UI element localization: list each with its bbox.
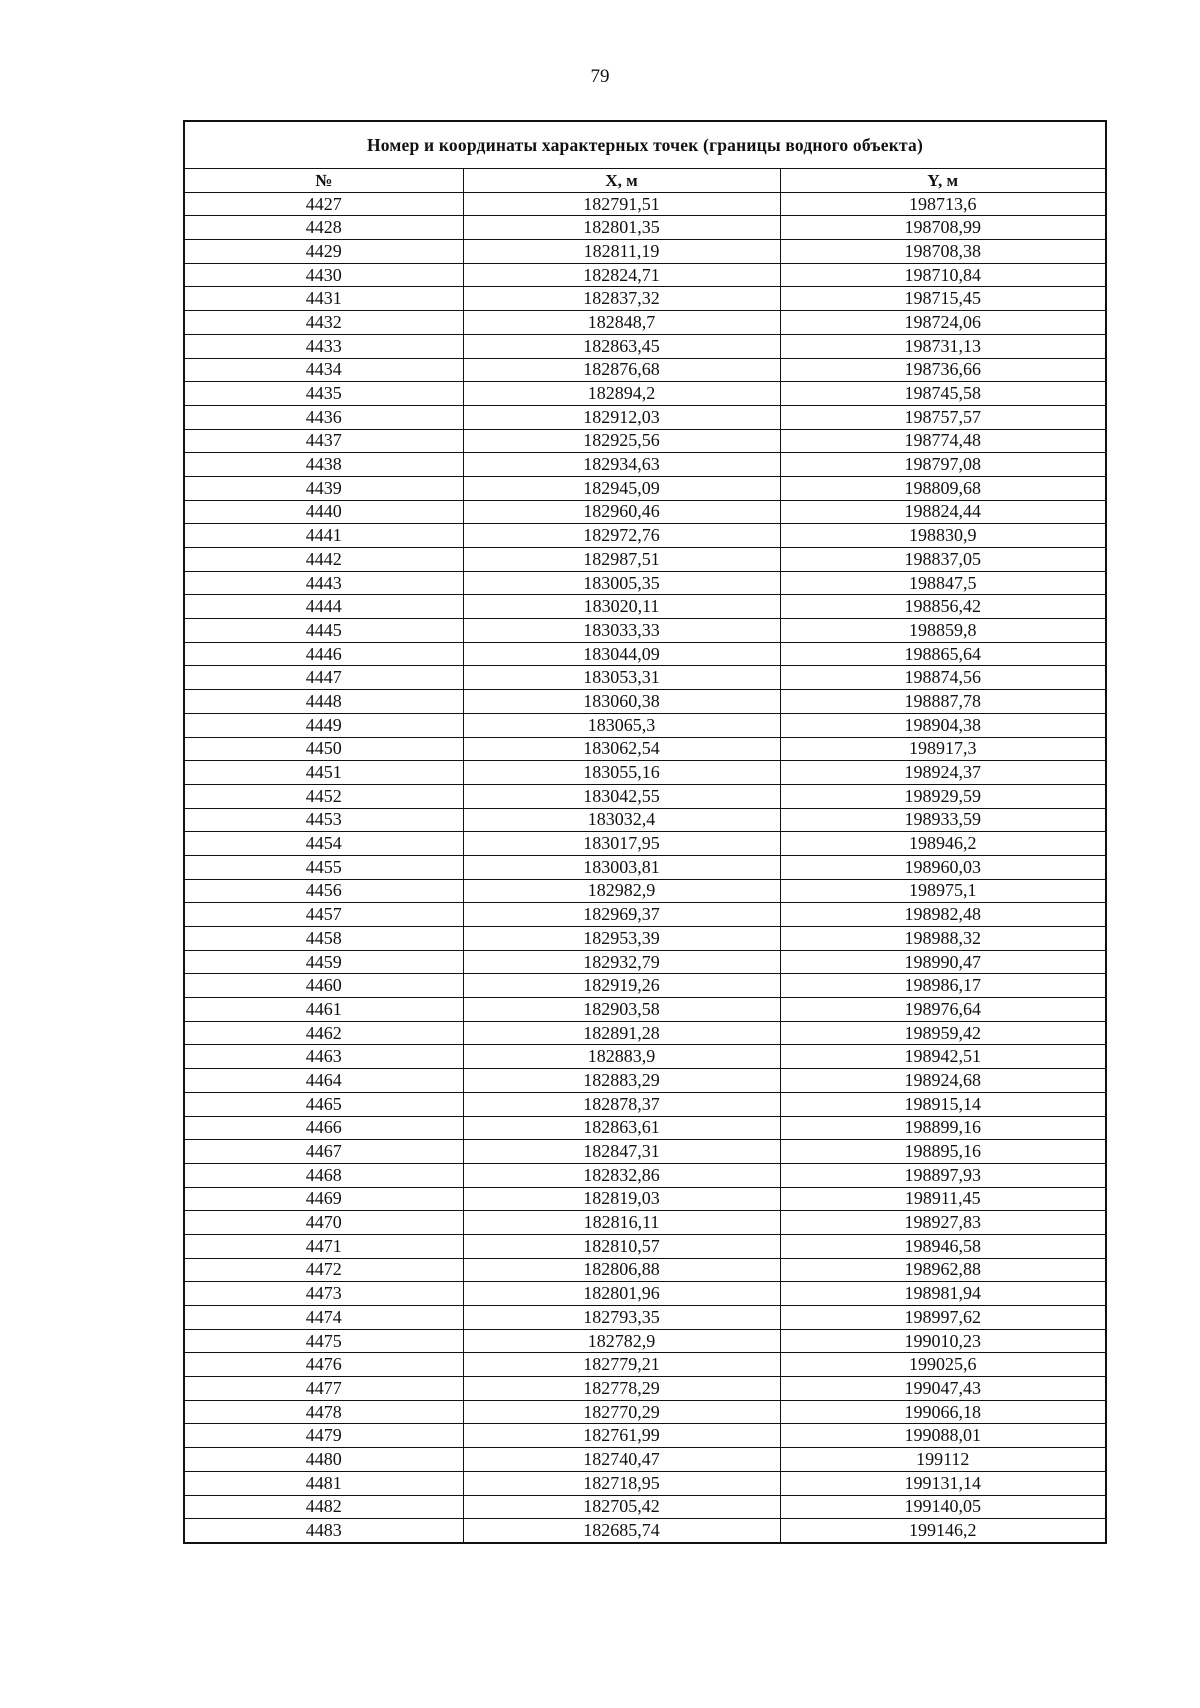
y-coordinate-cell: 198710,84 <box>780 263 1106 287</box>
table-row <box>184 690 1106 714</box>
y-coordinate-cell: 198962,88 <box>780 1258 1106 1282</box>
x-coordinate-cell: 182847,31 <box>463 1140 780 1164</box>
table-row <box>184 1424 1106 1448</box>
y-coordinate-cell: 198887,78 <box>780 690 1106 714</box>
y-coordinate-cell: 198917,3 <box>780 737 1106 761</box>
y-coordinate-cell: 198946,58 <box>780 1234 1106 1258</box>
point-number-cell: 4468 <box>184 1163 463 1187</box>
point-number-cell: 4427 <box>184 192 463 216</box>
table-caption: Номер и координаты характерных точек (границы водного объекта) <box>184 121 1106 169</box>
point-number-cell: 4470 <box>184 1211 463 1235</box>
table-row <box>184 524 1106 548</box>
point-number-cell: 4428 <box>184 216 463 240</box>
table-row <box>184 571 1106 595</box>
point-number-cell: 4458 <box>184 927 463 951</box>
table-row <box>184 1258 1106 1282</box>
y-coordinate-cell: 198830,9 <box>780 524 1106 548</box>
y-coordinate-cell: 198904,38 <box>780 713 1106 737</box>
x-coordinate-cell: 183017,95 <box>463 832 780 856</box>
table-row <box>184 832 1106 856</box>
table-row <box>184 1187 1106 1211</box>
point-number-cell: 4461 <box>184 998 463 1022</box>
table-row <box>184 240 1106 264</box>
y-coordinate-cell: 198715,45 <box>780 287 1106 311</box>
x-coordinate-cell: 182982,9 <box>463 879 780 903</box>
table-row <box>184 761 1106 785</box>
x-coordinate-cell: 182969,37 <box>463 903 780 927</box>
x-coordinate-cell: 182770,29 <box>463 1400 780 1424</box>
point-number-cell: 4464 <box>184 1069 463 1093</box>
table-row <box>184 903 1106 927</box>
point-number-cell: 4444 <box>184 595 463 619</box>
table-row <box>184 1306 1106 1330</box>
table-body <box>184 192 1106 1543</box>
y-coordinate-cell: 198837,05 <box>780 548 1106 572</box>
table-row <box>184 595 1106 619</box>
x-coordinate-cell: 182718,95 <box>463 1471 780 1495</box>
point-number-cell: 4471 <box>184 1234 463 1258</box>
y-coordinate-cell: 198990,47 <box>780 950 1106 974</box>
x-coordinate-cell: 182761,99 <box>463 1424 780 1448</box>
point-number-cell: 4456 <box>184 879 463 903</box>
y-coordinate-cell: 198959,42 <box>780 1021 1106 1045</box>
x-coordinate-cell: 182883,29 <box>463 1069 780 1093</box>
y-coordinate-cell: 198859,8 <box>780 619 1106 643</box>
point-number-cell: 4443 <box>184 571 463 595</box>
point-number-cell: 4429 <box>184 240 463 264</box>
point-number-cell: 4480 <box>184 1448 463 1472</box>
table-row <box>184 1519 1106 1543</box>
table-row <box>184 1377 1106 1401</box>
point-number-cell: 4432 <box>184 311 463 335</box>
table-row <box>184 1045 1106 1069</box>
point-number-cell: 4454 <box>184 832 463 856</box>
x-coordinate-cell: 182894,2 <box>463 382 780 406</box>
x-coordinate-cell: 182824,71 <box>463 263 780 287</box>
y-coordinate-cell: 198708,99 <box>780 216 1106 240</box>
table-row <box>184 879 1106 903</box>
y-coordinate-cell: 198865,64 <box>780 642 1106 666</box>
x-coordinate-cell: 182819,03 <box>463 1187 780 1211</box>
y-coordinate-cell: 198708,38 <box>780 240 1106 264</box>
y-coordinate-cell: 198986,17 <box>780 974 1106 998</box>
table-row <box>184 642 1106 666</box>
table-row <box>184 737 1106 761</box>
table-row <box>184 927 1106 951</box>
point-number-cell: 4482 <box>184 1495 463 1519</box>
point-number-cell: 4435 <box>184 382 463 406</box>
table-row <box>184 1234 1106 1258</box>
y-coordinate-cell: 198915,14 <box>780 1092 1106 1116</box>
point-number-cell: 4478 <box>184 1400 463 1424</box>
point-number-cell: 4466 <box>184 1116 463 1140</box>
y-coordinate-cell: 198960,03 <box>780 855 1106 879</box>
x-coordinate-cell: 183062,54 <box>463 737 780 761</box>
table-row <box>184 974 1106 998</box>
x-coordinate-cell: 183044,09 <box>463 642 780 666</box>
table-row <box>184 263 1106 287</box>
y-coordinate-cell: 198874,56 <box>780 666 1106 690</box>
point-number-cell: 4441 <box>184 524 463 548</box>
table-row <box>184 429 1106 453</box>
x-coordinate-cell: 182972,76 <box>463 524 780 548</box>
point-number-cell: 4467 <box>184 1140 463 1164</box>
y-coordinate-cell: 199047,43 <box>780 1377 1106 1401</box>
x-coordinate-cell: 182740,47 <box>463 1448 780 1472</box>
point-number-cell: 4446 <box>184 642 463 666</box>
y-coordinate-cell: 199131,14 <box>780 1471 1106 1495</box>
y-coordinate-cell: 198976,64 <box>780 998 1106 1022</box>
table-row <box>184 548 1106 572</box>
table-row <box>184 1069 1106 1093</box>
table-row <box>184 1282 1106 1306</box>
y-coordinate-cell: 198809,68 <box>780 476 1106 500</box>
x-coordinate-cell: 182903,58 <box>463 998 780 1022</box>
table-row <box>184 453 1106 477</box>
y-coordinate-cell: 198736,66 <box>780 358 1106 382</box>
table-row <box>184 1116 1106 1140</box>
x-coordinate-cell: 182705,42 <box>463 1495 780 1519</box>
table-row <box>184 998 1106 1022</box>
point-number-cell: 4449 <box>184 713 463 737</box>
x-coordinate-cell: 182806,88 <box>463 1258 780 1282</box>
point-number-cell: 4473 <box>184 1282 463 1306</box>
point-number-cell: 4450 <box>184 737 463 761</box>
x-coordinate-cell: 182934,63 <box>463 453 780 477</box>
y-coordinate-cell: 198946,2 <box>780 832 1106 856</box>
point-number-cell: 4448 <box>184 690 463 714</box>
header-y: Y, м <box>780 169 1106 193</box>
point-number-cell: 4483 <box>184 1519 463 1543</box>
table-row <box>184 1140 1106 1164</box>
y-coordinate-cell: 198924,68 <box>780 1069 1106 1093</box>
y-coordinate-cell: 198924,37 <box>780 761 1106 785</box>
y-coordinate-cell: 198774,48 <box>780 429 1106 453</box>
point-number-cell: 4469 <box>184 1187 463 1211</box>
point-number-cell: 4451 <box>184 761 463 785</box>
point-number-cell: 4447 <box>184 666 463 690</box>
point-number-cell: 4453 <box>184 808 463 832</box>
y-coordinate-cell: 198824,44 <box>780 500 1106 524</box>
point-number-cell: 4439 <box>184 476 463 500</box>
table-row <box>184 619 1106 643</box>
table-row <box>184 1329 1106 1353</box>
table-caption-row <box>184 121 1106 169</box>
y-coordinate-cell: 199140,05 <box>780 1495 1106 1519</box>
x-coordinate-cell: 182987,51 <box>463 548 780 572</box>
point-number-cell: 4436 <box>184 405 463 429</box>
page-number: 79 <box>590 66 610 87</box>
point-number-cell: 4431 <box>184 287 463 311</box>
x-coordinate-cell: 183005,35 <box>463 571 780 595</box>
x-coordinate-cell: 183055,16 <box>463 761 780 785</box>
table-row <box>184 500 1106 524</box>
x-coordinate-cell: 182837,32 <box>463 287 780 311</box>
point-number-cell: 4465 <box>184 1092 463 1116</box>
point-number-cell: 4462 <box>184 1021 463 1045</box>
table-row <box>184 1021 1106 1045</box>
table-row <box>184 1092 1106 1116</box>
point-number-cell: 4476 <box>184 1353 463 1377</box>
y-coordinate-cell: 198988,32 <box>780 927 1106 951</box>
point-number-cell: 4475 <box>184 1329 463 1353</box>
y-coordinate-cell: 198911,45 <box>780 1187 1106 1211</box>
y-coordinate-cell: 198981,94 <box>780 1282 1106 1306</box>
point-number-cell: 4445 <box>184 619 463 643</box>
x-coordinate-cell: 183042,55 <box>463 784 780 808</box>
y-coordinate-cell: 198933,59 <box>780 808 1106 832</box>
point-number-cell: 4452 <box>184 784 463 808</box>
x-coordinate-cell: 182925,56 <box>463 429 780 453</box>
y-coordinate-cell: 198856,42 <box>780 595 1106 619</box>
y-coordinate-cell: 198997,62 <box>780 1306 1106 1330</box>
x-coordinate-cell: 182778,29 <box>463 1377 780 1401</box>
table-row <box>184 713 1106 737</box>
point-number-cell: 4481 <box>184 1471 463 1495</box>
x-coordinate-cell: 182863,45 <box>463 334 780 358</box>
y-coordinate-cell: 198897,93 <box>780 1163 1106 1187</box>
x-coordinate-cell: 183020,11 <box>463 595 780 619</box>
y-coordinate-cell: 198975,1 <box>780 879 1106 903</box>
table-row <box>184 382 1106 406</box>
x-coordinate-cell: 182912,03 <box>463 405 780 429</box>
table-row <box>184 1471 1106 1495</box>
table-row <box>184 192 1106 216</box>
x-coordinate-cell: 183032,4 <box>463 808 780 832</box>
x-coordinate-cell: 182848,7 <box>463 311 780 335</box>
y-coordinate-cell: 199025,6 <box>780 1353 1106 1377</box>
table-row <box>184 666 1106 690</box>
x-coordinate-cell: 182793,35 <box>463 1306 780 1330</box>
coordinates-table <box>183 120 1107 1544</box>
x-coordinate-cell: 182953,39 <box>463 927 780 951</box>
y-coordinate-cell: 198745,58 <box>780 382 1106 406</box>
y-coordinate-cell: 198713,6 <box>780 192 1106 216</box>
point-number-cell: 4438 <box>184 453 463 477</box>
point-number-cell: 4433 <box>184 334 463 358</box>
table-header-row <box>184 169 1106 193</box>
y-coordinate-cell: 198899,16 <box>780 1116 1106 1140</box>
y-coordinate-cell: 199088,01 <box>780 1424 1106 1448</box>
x-coordinate-cell: 182782,9 <box>463 1329 780 1353</box>
x-coordinate-cell: 183053,31 <box>463 666 780 690</box>
y-coordinate-cell: 198731,13 <box>780 334 1106 358</box>
table-row <box>184 808 1106 832</box>
y-coordinate-cell: 198895,16 <box>780 1140 1106 1164</box>
x-coordinate-cell: 182791,51 <box>463 192 780 216</box>
table-row <box>184 358 1106 382</box>
point-number-cell: 4463 <box>184 1045 463 1069</box>
x-coordinate-cell: 182876,68 <box>463 358 780 382</box>
table-row <box>184 855 1106 879</box>
y-coordinate-cell: 198757,57 <box>780 405 1106 429</box>
y-coordinate-cell: 199010,23 <box>780 1329 1106 1353</box>
header-number: № <box>184 169 463 193</box>
table-row <box>184 1353 1106 1377</box>
table-row <box>184 950 1106 974</box>
x-coordinate-cell: 183033,33 <box>463 619 780 643</box>
point-number-cell: 4430 <box>184 263 463 287</box>
point-number-cell: 4434 <box>184 358 463 382</box>
x-coordinate-cell: 182932,79 <box>463 950 780 974</box>
x-coordinate-cell: 182883,9 <box>463 1045 780 1069</box>
table-row <box>184 1163 1106 1187</box>
x-coordinate-cell: 182685,74 <box>463 1519 780 1543</box>
x-coordinate-cell: 182801,96 <box>463 1282 780 1306</box>
x-coordinate-cell: 182816,11 <box>463 1211 780 1235</box>
point-number-cell: 4460 <box>184 974 463 998</box>
point-number-cell: 4440 <box>184 500 463 524</box>
point-number-cell: 4472 <box>184 1258 463 1282</box>
table-row <box>184 334 1106 358</box>
point-number-cell: 4479 <box>184 1424 463 1448</box>
table-row <box>184 476 1106 500</box>
x-coordinate-cell: 182960,46 <box>463 500 780 524</box>
x-coordinate-cell: 182863,61 <box>463 1116 780 1140</box>
table-row <box>184 784 1106 808</box>
y-coordinate-cell: 199112 <box>780 1448 1106 1472</box>
x-coordinate-cell: 182945,09 <box>463 476 780 500</box>
x-coordinate-cell: 182779,21 <box>463 1353 780 1377</box>
point-number-cell: 4474 <box>184 1306 463 1330</box>
x-coordinate-cell: 182891,28 <box>463 1021 780 1045</box>
x-coordinate-cell: 183065,3 <box>463 713 780 737</box>
table-row <box>184 216 1106 240</box>
table-row <box>184 1211 1106 1235</box>
point-number-cell: 4455 <box>184 855 463 879</box>
table-row <box>184 1448 1106 1472</box>
y-coordinate-cell: 198927,83 <box>780 1211 1106 1235</box>
table-row <box>184 311 1106 335</box>
y-coordinate-cell: 199146,2 <box>780 1519 1106 1543</box>
y-coordinate-cell: 198847,5 <box>780 571 1106 595</box>
x-coordinate-cell: 182919,26 <box>463 974 780 998</box>
x-coordinate-cell: 183003,81 <box>463 855 780 879</box>
y-coordinate-cell: 198724,06 <box>780 311 1106 335</box>
x-coordinate-cell: 183060,38 <box>463 690 780 714</box>
y-coordinate-cell: 198942,51 <box>780 1045 1106 1069</box>
point-number-cell: 4457 <box>184 903 463 927</box>
x-coordinate-cell: 182832,86 <box>463 1163 780 1187</box>
y-coordinate-cell: 198982,48 <box>780 903 1106 927</box>
x-coordinate-cell: 182811,19 <box>463 240 780 264</box>
x-coordinate-cell: 182801,35 <box>463 216 780 240</box>
header-x: X, м <box>463 169 780 193</box>
table-row <box>184 1495 1106 1519</box>
x-coordinate-cell: 182878,37 <box>463 1092 780 1116</box>
table-row <box>184 287 1106 311</box>
point-number-cell: 4442 <box>184 548 463 572</box>
point-number-cell: 4459 <box>184 950 463 974</box>
y-coordinate-cell: 198797,08 <box>780 453 1106 477</box>
table-row <box>184 405 1106 429</box>
y-coordinate-cell: 199066,18 <box>780 1400 1106 1424</box>
point-number-cell: 4437 <box>184 429 463 453</box>
y-coordinate-cell: 198929,59 <box>780 784 1106 808</box>
x-coordinate-cell: 182810,57 <box>463 1234 780 1258</box>
table-row <box>184 1400 1106 1424</box>
point-number-cell: 4477 <box>184 1377 463 1401</box>
